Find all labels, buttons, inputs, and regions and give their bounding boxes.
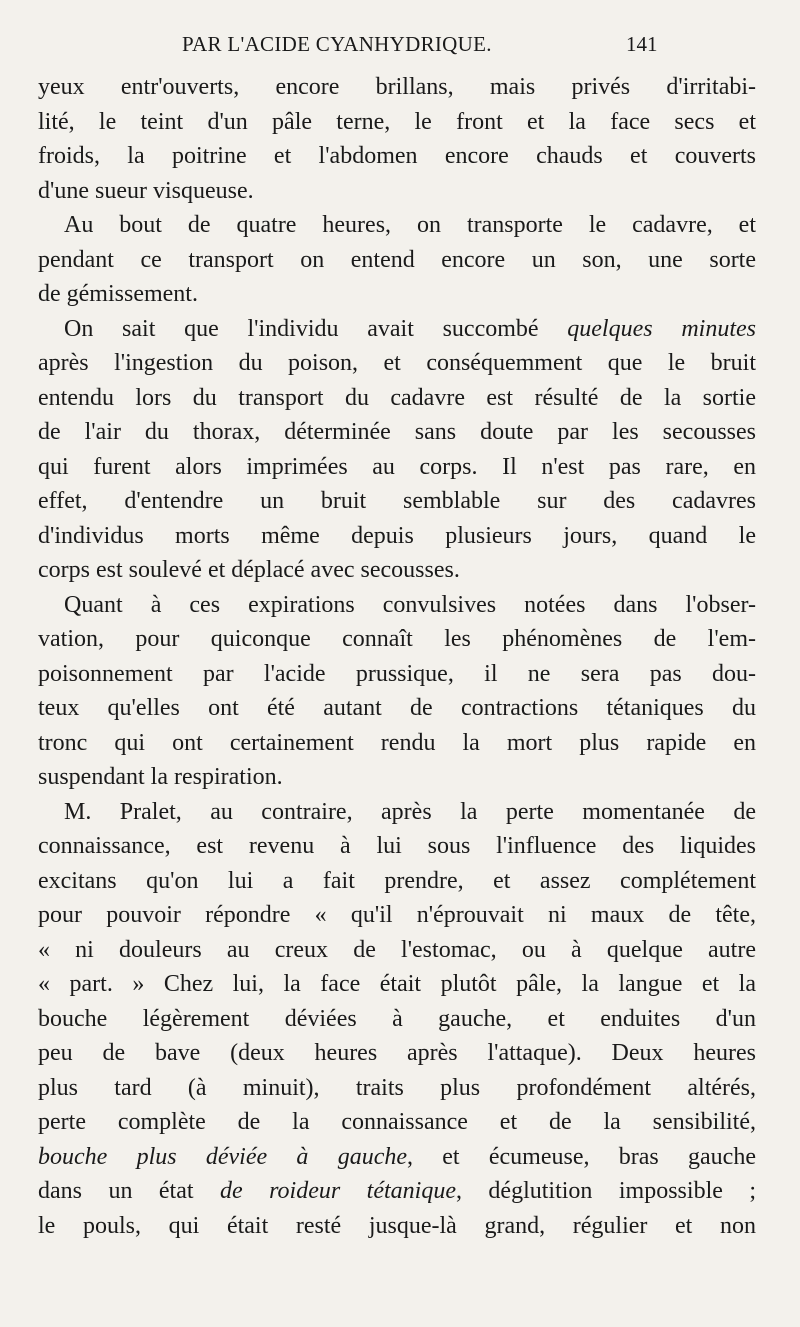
text-line xyxy=(38,795,756,830)
text-segment: connaissance, est revenu à lui sous l'influence des liquides xyxy=(38,833,756,859)
text-segment: vation, pour quiconque connaît les phénomènes de l'em- xyxy=(38,626,756,652)
text-line xyxy=(38,898,756,933)
text-segment: suspendant la respiration. xyxy=(38,764,283,790)
text-line xyxy=(38,277,756,312)
text-line xyxy=(38,415,756,450)
text-line xyxy=(38,70,756,105)
text-line xyxy=(38,208,756,243)
text-segment: tronc qui ont certainement rendu la mort plus rapide en xyxy=(38,729,756,756)
text-line xyxy=(38,1174,756,1209)
page-header xyxy=(0,30,800,62)
text-line xyxy=(38,553,756,588)
italic-text: quelques minutes xyxy=(567,315,756,342)
text-line xyxy=(38,174,756,209)
text-segment: excitans qu'on lui a fait prendre, et assez complétement xyxy=(38,867,756,894)
text-segment: après l'ingestion du poison, et conséquemment que le bruit xyxy=(38,350,756,376)
text-line xyxy=(38,346,756,381)
text-segment: pour pouvoir répondre « qu'il n'éprouvait ni maux de tête, xyxy=(38,902,756,928)
text-segment: froids, la poitrine et l'abdomen encore chauds et couverts xyxy=(38,143,756,169)
text-segment: corps est soulevé et déplacé avec secousses. xyxy=(38,557,460,583)
running-title: PAR L'ACIDE CYANHYDRIQUE. xyxy=(182,32,492,56)
text-line xyxy=(38,1036,756,1071)
page-number: 141 xyxy=(626,32,658,56)
text-line xyxy=(38,105,756,140)
text-segment: teux qu'elles ont été autant de contractions tétaniques du xyxy=(38,695,756,721)
text-segment: « ni douleurs au creux de l'estomac, ou à quelque autre xyxy=(38,936,756,963)
text-segment: On sait que l'individu avait succombé xyxy=(64,315,568,342)
body-text xyxy=(38,70,756,1243)
text-segment: le pouls, qui était resté jusque-là grand, régulier et non xyxy=(38,1212,756,1239)
text-line xyxy=(38,243,756,278)
text-line xyxy=(38,484,756,519)
text-line xyxy=(38,1140,756,1175)
text-line xyxy=(38,691,756,726)
text-segment: de gémissement. xyxy=(38,281,198,307)
text-line xyxy=(38,657,756,692)
text-segment: Au bout de quatre heures, on transporte le cadavre, et xyxy=(64,212,756,238)
text-line xyxy=(38,829,756,864)
text-segment: , déglutition impossible ; xyxy=(455,1178,756,1204)
text-line xyxy=(38,760,756,795)
text-segment: d'une sueur visqueuse. xyxy=(38,177,254,204)
italic-text: bouche plus déviée à gauche xyxy=(38,1143,407,1170)
text-segment: qui furent alors imprimées au corps. Il n'est pas rare, en xyxy=(38,453,756,480)
text-segment: « part. » Chez lui, la face était plutôt pâle, la langue et la xyxy=(38,971,756,997)
text-line xyxy=(38,726,756,761)
text-line xyxy=(38,450,756,485)
text-segment: M. Pralet, au contraire, après la perte momentanée de xyxy=(64,798,756,825)
text-segment: pendant ce transport on entend encore un son, une sorte xyxy=(38,246,756,273)
text-line xyxy=(38,1105,756,1140)
text-line xyxy=(38,588,756,623)
text-segment: bouche légèrement déviées à gauche, et enduites d'un xyxy=(38,1005,756,1032)
text-segment: Quant à ces expirations convulsives notées dans l'obser- xyxy=(64,591,756,618)
text-line xyxy=(38,933,756,968)
text-segment: peu de bave (deux heures après l'attaque). Deux heures xyxy=(38,1040,756,1066)
text-line xyxy=(38,519,756,554)
text-segment: effet, d'entendre un bruit semblable sur des cadavres xyxy=(38,488,756,514)
text-line xyxy=(38,1071,756,1106)
text-line xyxy=(38,967,756,1002)
text-segment: , et écumeuse, bras gauche xyxy=(407,1143,756,1170)
text-segment: dans un état xyxy=(38,1178,220,1204)
text-segment: d'individus morts même depuis plusieurs jours, quand le xyxy=(38,522,756,549)
text-segment: perte complète de la connaissance et de la sensibilité, xyxy=(38,1109,756,1135)
text-segment: lité, le teint d'un pâle terne, le front et la face secs et xyxy=(38,108,756,135)
text-line xyxy=(38,1209,756,1244)
italic-text: de roideur tétanique xyxy=(220,1178,456,1204)
text-line xyxy=(38,381,756,416)
text-line xyxy=(38,139,756,174)
text-segment: de l'air du thorax, déterminée sans doute par les secousses xyxy=(38,419,756,445)
text-segment: poisonnement par l'acide prussique, il ne sera pas dou- xyxy=(38,660,756,687)
text-segment: entendu lors du transport du cadavre est résulté de la sortie xyxy=(38,384,756,411)
text-segment: plus tard (à minuit), traits plus profondément altérés, xyxy=(38,1074,756,1101)
text-line xyxy=(38,1002,756,1037)
text-line xyxy=(38,864,756,899)
text-line xyxy=(38,622,756,657)
text-segment: yeux entr'ouverts, encore brillans, mais privés d'irritabi- xyxy=(38,74,756,100)
text-line xyxy=(38,312,756,347)
